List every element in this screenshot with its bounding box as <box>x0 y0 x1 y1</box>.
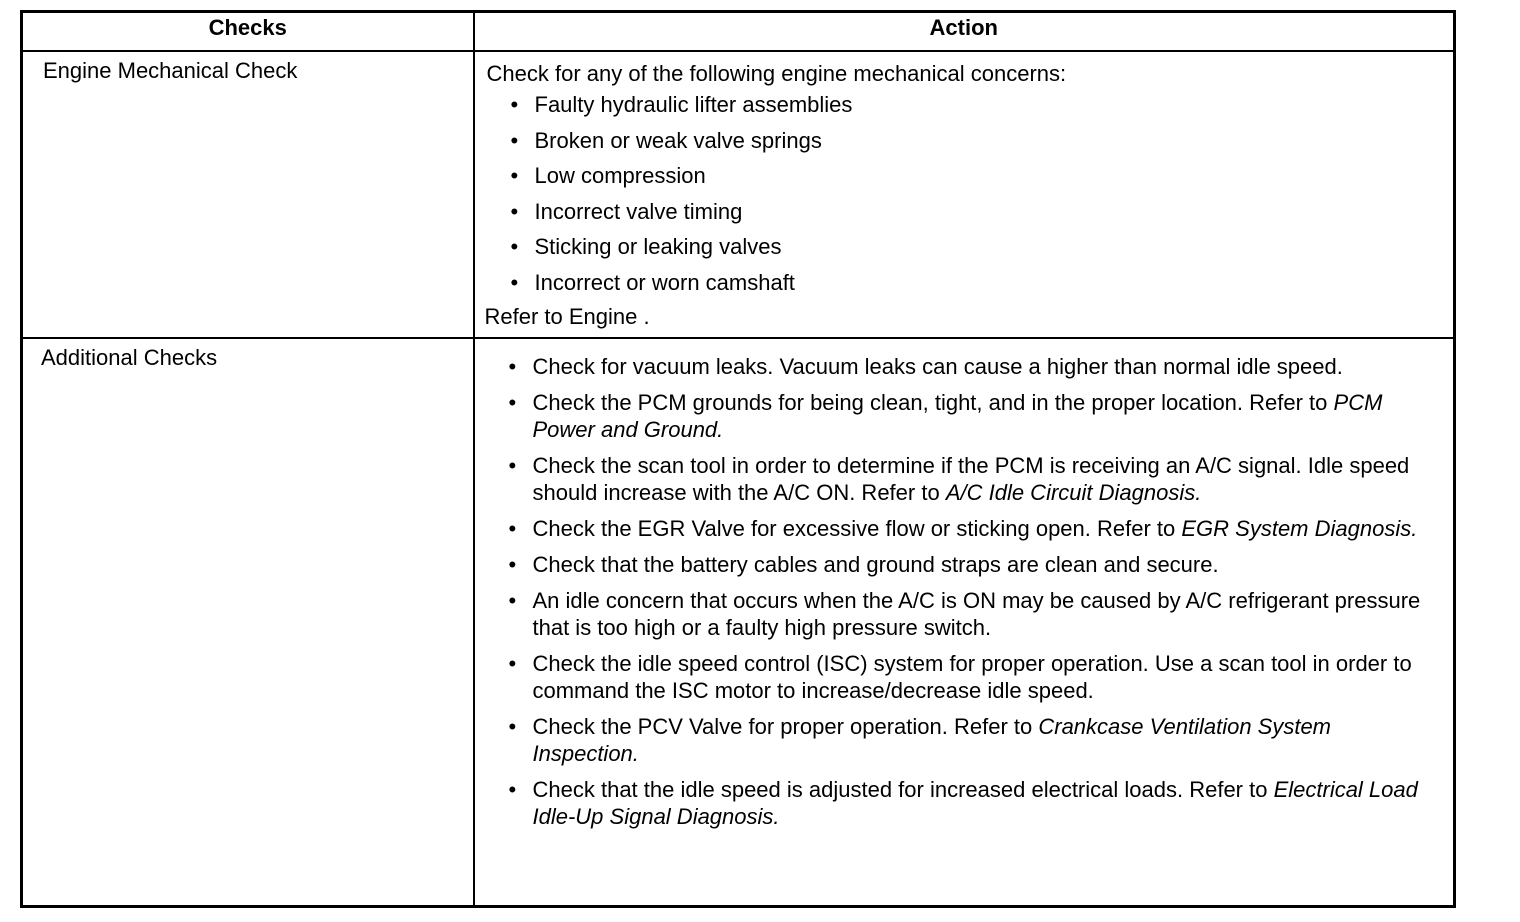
item-text: Check the PCM grounds for being clean, tight, and in the proper location. Refer to <box>532 390 1334 415</box>
item-text: Check that the idle speed is adjusted for increased electrical loads. Refer to <box>532 777 1274 802</box>
item-text: Check the EGR Valve for excessive flow or sticking open. Refer to <box>532 516 1182 541</box>
table-row-engine-mechanical <box>22 51 1455 338</box>
list-item: • Incorrect valve timing <box>475 198 1454 225</box>
checks-cell <box>22 338 474 907</box>
additional-checks-list <box>475 339 1454 830</box>
item-text: Check that the battery cables and ground straps are clean and secure. <box>532 552 1219 577</box>
action-cell-additional <box>474 338 1455 907</box>
list-item: • Low compression <box>475 162 1454 189</box>
item-text: Check for vacuum leaks. Vacuum leaks can cause a higher than normal idle speed. <box>532 354 1343 379</box>
item-text: Check the scan tool in order to determine if the PCM is receiving an A/C signal. Idle speed should increase with the A/C ON. Refer to <box>532 453 1410 505</box>
list-item <box>475 353 1444 380</box>
action-cell-engine-mechanical <box>474 51 1455 338</box>
item-reference: A/C Idle Circuit Diagnosis. <box>945 480 1202 505</box>
list-item <box>475 551 1444 578</box>
item-reference: PCM Power and Ground. <box>532 390 1383 442</box>
check-label-additional: Additional Checks <box>41 345 218 370</box>
header-checks: Checks <box>22 12 474 52</box>
list-item: • Sticking or leaking valves <box>475 233 1454 260</box>
checks-action-table <box>20 10 1456 908</box>
item-text: Check the PCV Valve for proper operation. Refer to <box>532 714 1039 739</box>
list-item <box>475 776 1444 830</box>
list-item: • Incorrect or worn camshaft <box>475 269 1454 296</box>
list-item <box>475 452 1444 506</box>
item-text: An idle concern that occurs when the A/C is ON may be caused by A/C refrigerant pressure that is too high or a faulty high pressure switch. <box>532 588 1421 640</box>
table-header-row <box>22 12 1455 52</box>
list-item: • Faulty hydraulic lifter assemblies <box>475 91 1454 118</box>
check-label-engine-mechanical: Engine Mechanical Check <box>43 58 298 83</box>
list-item <box>475 389 1444 443</box>
list-item <box>475 650 1444 704</box>
list-item <box>475 587 1444 641</box>
action-intro: Check for any of the following engine mechanical concerns: <box>486 61 1067 86</box>
item-reference: EGR System Diagnosis. <box>1181 516 1418 541</box>
checks-cell <box>22 51 474 338</box>
item-text: Check the idle speed control (ISC) system for proper operation. Use a scan tool in order to command the ISC motor to increase/decrease idle speed. <box>532 651 1412 703</box>
header-action: Action <box>474 12 1455 52</box>
list-item: • Broken or weak valve springs <box>475 127 1454 154</box>
item-reference: Crankcase Ventilation System Inspection. <box>532 714 1332 766</box>
refer-engine-line: Refer to Engine . <box>484 304 650 329</box>
list-item <box>475 713 1444 767</box>
table-row-additional-checks <box>22 338 1455 907</box>
engine-concern-list <box>475 91 1454 296</box>
list-item <box>475 515 1444 542</box>
item-reference: Electrical Load Idle-Up Signal Diagnosis. <box>532 777 1418 829</box>
